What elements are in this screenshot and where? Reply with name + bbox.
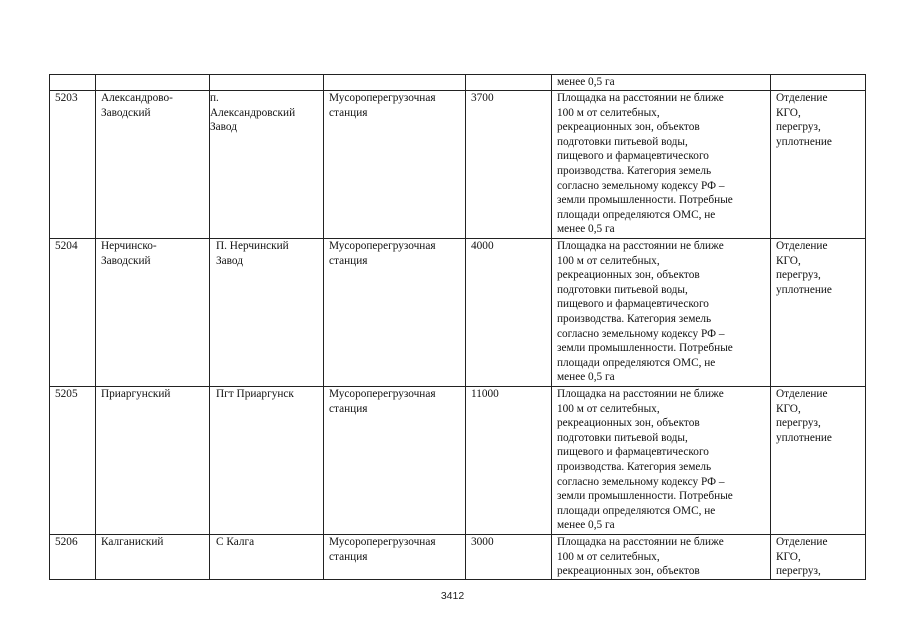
cell-requirements: Площадка на расстоянии не ближе 100 м от селитебных, рекреационных зон, объектов подготовки питьевой воды, пищевого и фармацевтического производства. Категория земель согласно земельному кодексу РФ – земли промышленности. Потребные площади определяются ОМС, не менее 0,5 га <box>552 91 771 239</box>
cell-empty <box>466 75 552 91</box>
table-row <box>50 91 866 239</box>
table-row-continuation <box>50 75 866 91</box>
cell-requirements: Площадка на расстоянии не ближе 100 м от селитебных, рекреационных зон, объектов подготовки питьевой воды, пищевого и фармацевтического производства. Категория земель согласно земельному кодексу РФ – земли промышленности. Потребные площади определяются ОМС, не менее 0,5 га <box>552 387 771 535</box>
cell-capacity: 11000 <box>466 387 552 535</box>
table-row-partial <box>50 535 866 580</box>
cell-facility: Мусороперегрузочная станция <box>324 535 466 580</box>
cell-facility: Мусороперегрузочная станция <box>324 91 466 239</box>
cell-number: 5206 <box>50 535 96 580</box>
cell-empty <box>50 75 96 91</box>
cell-settlement: Приаргунский <box>96 387 210 535</box>
cell-empty <box>324 75 466 91</box>
cell-requirements: менее 0,5 га <box>552 75 771 91</box>
cell-requirements: Площадка на расстоянии не ближе 100 м от селитебных, рекреационных зон, объектов <box>552 535 771 580</box>
facility-table <box>49 74 866 580</box>
cell-facility: Мусороперегрузочная станция <box>324 387 466 535</box>
table-row <box>50 239 866 387</box>
cell-capacity: 3000 <box>466 535 552 580</box>
cell-notes: Отделение КГО, перегруз, уплотнение <box>771 239 866 387</box>
cell-empty <box>210 75 324 91</box>
cell-number: 5205 <box>50 387 96 535</box>
cell-empty <box>96 75 210 91</box>
table-row <box>50 387 866 535</box>
cell-settlement: Калганиский <box>96 535 210 580</box>
cell-number: 5204 <box>50 239 96 387</box>
cell-capacity: 3700 <box>466 91 552 239</box>
cell-notes: Отделение КГО, перегруз, уплотнение <box>771 387 866 535</box>
cell-settlement: Нерчинско- Заводский <box>96 239 210 387</box>
cell-number: 5203 <box>50 91 96 239</box>
cell-locality: п. Александровский Завод <box>210 91 324 239</box>
cell-capacity: 4000 <box>466 239 552 387</box>
cell-settlement: Александрово- Заводский <box>96 91 210 239</box>
cell-facility: Мусороперегрузочная станция <box>324 239 466 387</box>
cell-notes: Отделение КГО, перегруз, уплотнение <box>771 91 866 239</box>
page-number: 3412 <box>440 590 465 602</box>
cell-empty <box>771 75 866 91</box>
cell-requirements: Площадка на расстоянии не ближе 100 м от селитебных, рекреационных зон, объектов подготовки питьевой воды, пищевого и фармацевтического производства. Категория земель согласно земельному кодексу РФ – земли промышленности. Потребные площади определяются ОМС, не менее 0,5 га <box>552 239 771 387</box>
cell-locality: П. Нерчинский Завод <box>210 239 324 387</box>
cell-locality: С Калга <box>210 535 324 580</box>
cell-notes: Отделение КГО, перегруз, <box>771 535 866 580</box>
cell-locality: Пгт Приаргунск <box>210 387 324 535</box>
